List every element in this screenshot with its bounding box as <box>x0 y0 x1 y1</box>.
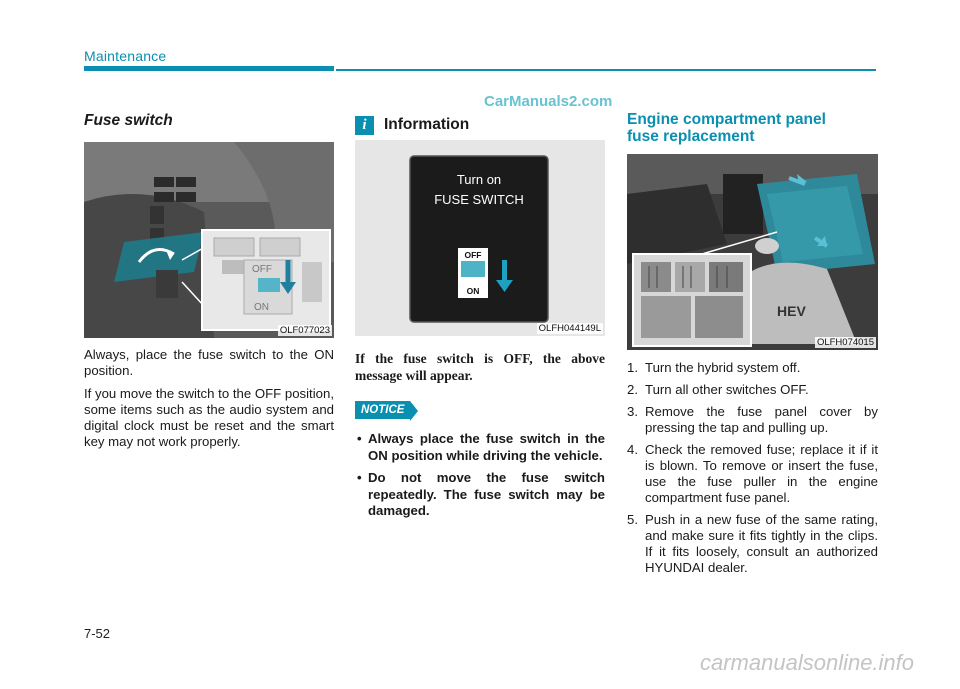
info-icon: i <box>355 116 374 135</box>
watermark-bottom[interactable]: carmanualsonline.info <box>700 650 915 675</box>
section-label: Maintenance <box>84 48 167 64</box>
header-rule-thick <box>84 66 334 71</box>
list-item <box>627 404 878 436</box>
list-item <box>627 360 878 376</box>
list-item: • Always place the fuse switch in the ON position while driving the vehicle. <box>355 431 605 464</box>
column-engine-fuse <box>627 110 878 582</box>
paragraph: Always, place the fuse switch to the ON position. <box>84 347 334 378</box>
screen-off-label: OFF <box>464 250 482 260</box>
engine-fuse-heading <box>627 110 878 154</box>
notice-list <box>355 431 605 520</box>
engine-compartment-photo <box>627 154 878 350</box>
step-number: 3. <box>627 404 638 419</box>
engine-fuse-figure <box>627 154 878 350</box>
fig-on-label: ON <box>254 302 269 313</box>
list-item <box>627 442 878 506</box>
step-number: 1. <box>627 360 638 375</box>
figure-code: OLF077023 <box>279 325 330 336</box>
replacement-steps <box>627 360 878 576</box>
cluster-message-image <box>355 140 605 336</box>
fuse-switch-figure <box>84 142 334 338</box>
watermark-top[interactable]: CarManuals2.com <box>484 93 613 110</box>
column-fuse-switch <box>84 110 334 450</box>
step-number: 4. <box>627 442 638 457</box>
hev-label: HEV <box>777 303 806 319</box>
figure-code: OLFH044149L <box>538 323 601 334</box>
information-title: Information <box>384 116 470 133</box>
paragraph: If you move the switch to the OFF position, some items such as the audio system and digital clock must be reset and the smart key may not work properly. <box>84 386 334 449</box>
step-number: 2. <box>627 382 638 397</box>
step-number: 5. <box>627 512 638 527</box>
step-text: Turn the hybrid system off. <box>645 360 801 375</box>
column-information <box>355 110 605 526</box>
heading-line: Engine compartment panel <box>627 111 826 128</box>
heading-line: fuse replacement <box>627 128 755 145</box>
step-text: Turn all other switches OFF. <box>645 382 809 397</box>
fuse-switch-heading: Fuse switch <box>84 112 173 129</box>
screen-line-2: FUSE SWITCH <box>434 192 524 207</box>
page-number: 7-52 <box>84 626 111 641</box>
fig-off-label: OFF <box>252 264 272 275</box>
header-rule-thin <box>336 69 876 71</box>
step-text: Check the removed fuse; replace it if it is blown. To remove or insert the fuse, use the fuse puller in the engine compartment fuse panel. <box>645 442 878 505</box>
screen-line-1: Turn on <box>456 172 502 187</box>
list-item <box>627 512 878 576</box>
information-header <box>355 110 605 140</box>
list-item <box>627 382 878 398</box>
list-item: • Do not move the fuse switch repeatedly. The fuse switch may be damaged. <box>355 470 605 520</box>
notice-badge: NOTICE <box>355 401 410 419</box>
step-text: Push in a new fuse of the same rating, and make sure it fits tightly in the clips. If it fits loosely, consult an authorized HYUNDAI dealer. <box>645 512 878 575</box>
figure-code: OLFH074015 <box>816 337 874 348</box>
screen-on-label: ON <box>466 286 480 296</box>
information-note: If the fuse switch is OFF, the above message will appear. <box>355 351 605 383</box>
fuse-switch-message-figure <box>355 140 605 336</box>
fuse-switch-photo <box>84 142 334 338</box>
step-text: Remove the fuse panel cover by pressing the tap and pulling up. <box>645 404 878 435</box>
